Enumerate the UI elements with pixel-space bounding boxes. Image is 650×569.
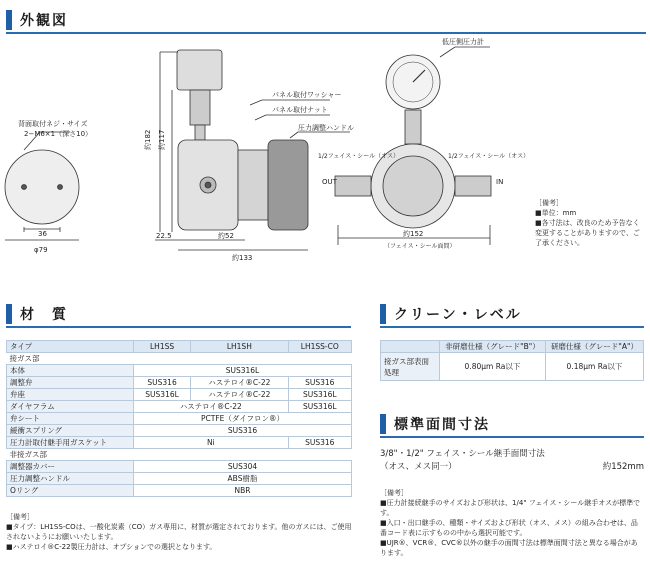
cell: SUS316L <box>288 389 351 401</box>
rear-thread-hole-right <box>58 185 63 190</box>
label-face-seal-between: （フェイス・シール面間） <box>384 243 456 250</box>
remarks-title: ［備考］ <box>535 199 563 207</box>
table-row <box>7 365 352 377</box>
cell: ハステロイ®C-22 <box>134 401 289 413</box>
dimension-line1: 3/8"・1/2" フェイス・シール継手面間寸法 <box>380 449 545 459</box>
table-row <box>7 401 352 413</box>
dimension-notes <box>380 488 644 558</box>
cell: SUS316 <box>288 377 351 389</box>
outlet-fitting <box>335 176 371 196</box>
table-header: LH1SH <box>191 341 288 353</box>
cell: SUS316 <box>134 377 191 389</box>
cell: SUS316L <box>134 389 191 401</box>
inlet-fitting <box>455 176 491 196</box>
cell: ハステロイ®C-22 <box>191 377 288 389</box>
group-label: 非接ガス部 <box>7 449 352 461</box>
section-header-dimension <box>380 412 644 438</box>
row-label: 圧力計取付継手用ガスケット <box>7 437 134 449</box>
section-marker <box>6 304 12 324</box>
appearance-drawing <box>0 36 650 291</box>
rear-view-body <box>5 150 79 224</box>
label-face-seal-right: 1/2フェイス・シール（オス） <box>448 153 530 160</box>
label-in: IN <box>496 178 504 186</box>
notes-line: ■ハステロイ®C-22製圧力計は、オプションでの選択となります。 <box>6 543 217 551</box>
cell: 0.80μm Ra以下 <box>440 353 546 381</box>
table-row <box>7 485 352 497</box>
cell: SUS316 <box>288 437 351 449</box>
label-panel-washer: パネル取付ワッシャー <box>272 91 342 99</box>
table-header: LH1SS-CO <box>288 341 351 353</box>
remarks-line: ■各寸法は、改良のため予告なく変更することがありますので、ご了承ください。 <box>535 219 640 247</box>
row-label: 接ガス部表面処理 <box>381 353 440 381</box>
section-header-clean <box>380 302 644 328</box>
dim-phi182: 約182 <box>144 129 152 150</box>
row-label: Oリング <box>7 485 134 497</box>
row-label: 圧力調整ハンドル <box>7 473 134 485</box>
dimension-value: 約152mm <box>602 462 644 472</box>
rear-thread-label: 背面取付ネジ・サイズ <box>18 120 88 128</box>
table-row <box>7 461 352 473</box>
table-row <box>7 473 352 485</box>
cell: SUS316 <box>134 425 352 437</box>
cell: Ni <box>134 437 289 449</box>
dim-152: 約152 <box>403 230 424 238</box>
table-row <box>7 413 352 425</box>
section-title: 標準面間寸法 <box>394 417 490 433</box>
section-title: 外観図 <box>20 13 68 29</box>
notes-line: ■UJR®、VCR®、CVC®以外の継手の面間寸法は標準面間寸法と異なる場合があります。 <box>380 539 638 557</box>
row-label: 調整弁 <box>7 377 134 389</box>
notes-line: ■圧力計接続継手のサイズおよび形状は、1/4" フェイス・シール継手オスが標準です。 <box>380 499 641 517</box>
section-title: クリーン・レベル <box>394 307 522 323</box>
rear-thread-spec: 2−M6×1（深さ10） <box>24 130 93 138</box>
clean-level-table <box>380 340 644 381</box>
dim-22-5: 22.5 <box>156 232 172 240</box>
cell: NBR <box>134 485 352 497</box>
section-header-appearance <box>6 8 646 34</box>
section-marker <box>380 304 386 324</box>
section-title: 材 質 <box>20 307 68 323</box>
table-row <box>7 425 352 437</box>
remarks-units <box>535 198 645 248</box>
cell: SUS316L <box>134 365 352 377</box>
label-low-gauge: 低圧側圧力計 <box>442 38 484 46</box>
remarks-line: ■単位：mm <box>535 209 577 217</box>
row-label: 調整器カバー <box>7 461 134 473</box>
label-panel-nut: パネル取付ナット <box>272 106 328 114</box>
dim-phi117: 約117 <box>158 129 166 150</box>
dim-phi79: φ79 <box>34 246 48 254</box>
material-spec-table <box>6 340 352 497</box>
table-header: 研磨仕様（グレード"A"） <box>545 341 643 353</box>
table-header-row <box>381 341 644 353</box>
table-group-row <box>7 353 352 365</box>
cell: ABS樹脂 <box>134 473 352 485</box>
row-label: 弁シート <box>7 413 134 425</box>
table-header: タイプ <box>7 341 134 353</box>
section-header-material <box>6 302 351 328</box>
group-label: 接ガス部 <box>7 353 352 365</box>
dim-133: 約133 <box>232 254 253 262</box>
table-row <box>7 437 352 449</box>
label-handle: 圧力調整ハンドル <box>298 124 354 132</box>
notes-line: ■タイプ：LH1SS-COは、一酸化炭素（CO）ガス専用に、材質が選定されております。他のガスには、ご使用されないようにお願いいたします。 <box>6 523 352 541</box>
row-label: 弁座 <box>7 389 134 401</box>
dimension-line2-row <box>380 461 644 474</box>
notes-title: ［備考］ <box>6 513 34 521</box>
side-handle <box>268 140 308 230</box>
table-header: LH1SS <box>134 341 191 353</box>
table-header: 非研磨仕様（グレード"B"） <box>440 341 546 353</box>
dim-36: 36 <box>38 230 47 238</box>
cell: SUS304 <box>134 461 352 473</box>
side-gauge-head <box>177 50 222 90</box>
table-header-row <box>7 341 352 353</box>
section-marker <box>380 414 386 434</box>
row-label: 緩衝スプリング <box>7 425 134 437</box>
table-row <box>381 353 644 381</box>
table-header <box>381 341 440 353</box>
rear-thread-hole-left <box>22 185 27 190</box>
dimension-line2: （オス、メス同一） <box>380 462 457 472</box>
cell: PCTFE（ダイフロン®） <box>134 413 352 425</box>
table-group-row <box>7 449 352 461</box>
table-row <box>7 389 352 401</box>
material-notes <box>6 512 352 552</box>
cell: 0.18μm Ra以下 <box>545 353 643 381</box>
table-row <box>7 377 352 389</box>
row-label: ダイヤフラム <box>7 401 134 413</box>
cell: ハステロイ®C-22 <box>191 389 288 401</box>
cell: SUS316L <box>288 401 351 413</box>
notes-line: ■入口・出口継手の、種類・サイズおよび形状（オス、メス）の組み合わせは、品番コード表に示すものの中から選択可能です。 <box>380 519 638 537</box>
label-out: OUT <box>322 178 337 186</box>
section-marker <box>6 10 12 30</box>
row-label: 本体 <box>7 365 134 377</box>
dim-52: 約52 <box>218 232 234 240</box>
dimension-spec <box>380 448 644 474</box>
label-face-seal-left: 1/2フェイス・シール（オス） <box>318 153 400 160</box>
notes-title: ［備考］ <box>380 489 408 497</box>
